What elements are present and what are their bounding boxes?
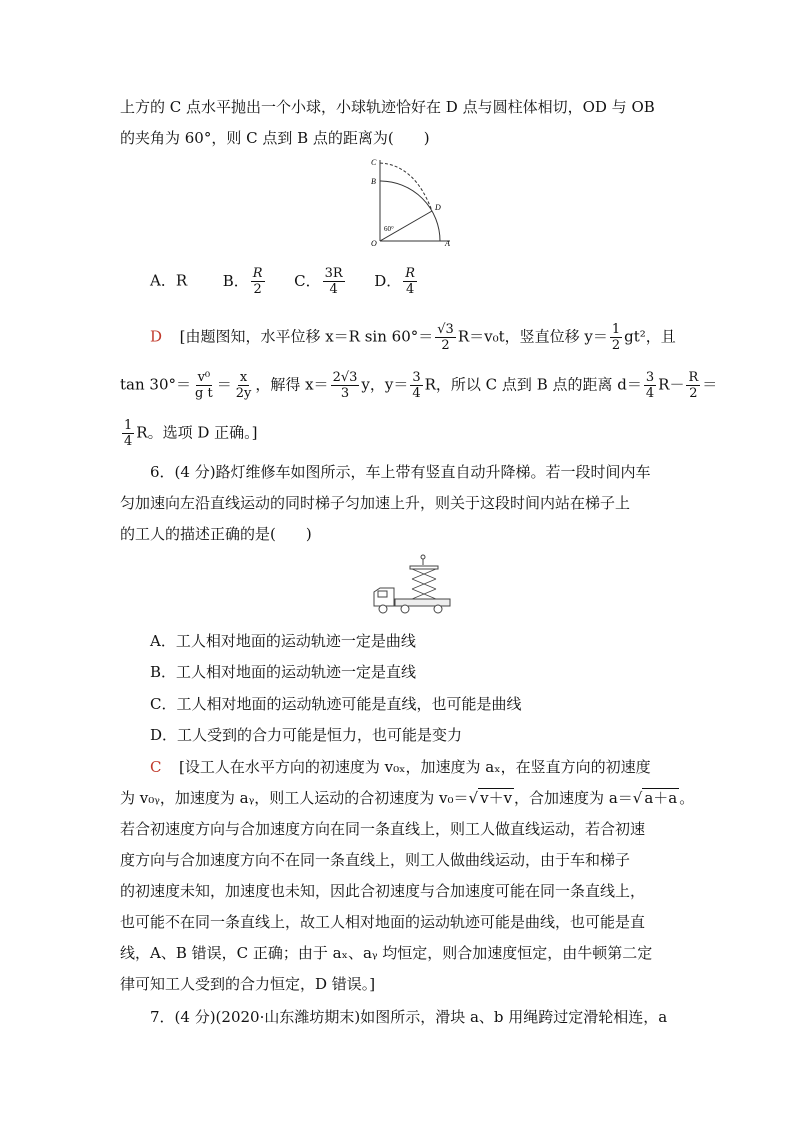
label-a: A	[445, 239, 450, 248]
q5-analysis-line1: D [由题图知，水平位移 x＝R sin 60°＝ $\frac{√3}{2}$ R＝v₀t，竖直位移 y＝ $\frac{1}{2}$ gt²，且	[150, 322, 676, 353]
label-c: C	[371, 158, 377, 167]
label-o: O	[371, 239, 377, 248]
q5-option-b: B． $\frac{R}{2}$	[222, 266, 263, 297]
q5-option-a: A．R	[150, 271, 188, 290]
q6-stem-line1: 6．(4 分)路灯维修车如图所示，车上带有竖直自动升降梯。若一段时间内车	[150, 463, 651, 481]
q6-analysis-line8: 律可知工人受到的合力恒定，D 错误。]	[120, 975, 376, 993]
q5-options-row	[150, 266, 419, 297]
label-angle: 60°	[384, 225, 394, 233]
q7-stem-line1: 7．(4 分)(2020·山东潍坊期末)如图所示，滑块 a、b 用绳跨过定滑轮相连，a	[150, 1008, 668, 1026]
q5-stem-line2: 的夹角为 60°，则 C 点到 B 点的距离为( )	[120, 129, 430, 147]
q5-answer: D	[150, 327, 163, 346]
q6-option-a: A．工人相对地面的运动轨迹一定是曲线	[150, 632, 416, 650]
label-d: D	[435, 203, 441, 212]
q6-option-d: D．工人受到的合力可能是恒力，也可能是变力	[150, 726, 463, 744]
q6-analysis-line7: 线，A、B 错误，C 正确；由于 aₓ、aᵧ 均恒定，则合加速度恒定，由牛顿第二定	[120, 944, 653, 962]
q6-analysis-line4: 度方向与合加速度方向不在同一条直线上，则工人做曲线运动，由于车和梯子	[120, 851, 631, 869]
q6-analysis-line5: 的初速度未知，加速度也未知，因此合初速度与合加速度可能在同一条直线上，	[120, 882, 646, 900]
q6-stem-line3: 的工人的描述正确的是( )	[120, 525, 312, 543]
q6-stem-line2: 匀加速向左沿直线运动的同时梯子匀加速上升，则关于这段时间内站在梯子上	[120, 494, 631, 512]
q6-option-b: B．工人相对地面的运动轨迹一定是直线	[150, 663, 417, 681]
q5-stem-line1: 上方的 C 点水平抛出一个小球，小球轨迹恰好在 D 点与圆柱体相切，OD 与 OB	[120, 98, 655, 116]
label-b: B	[371, 177, 376, 186]
q5-analysis-line2: tan 30°＝ $\frac{\text{v⁰}}{\text{g t}}$ ＝ $\frac{x}{2y}$ ，解得 x＝ $\frac{2√3}{3}$ y，y＝ $\frac{3}{4}$ R，所以 C 点到 B 点的距离 d＝ $\frac{3}{4}$ R－ $\frac{R}{2}$ ＝	[120, 370, 718, 401]
q6-analysis-line3: 若合初速度方向与合加速度方向在同一条直线上，则工人做直线运动，若合初速	[120, 820, 646, 838]
q6-analysis-line1: C [设工人在水平方向的初速度为 v₀ₓ，加速度为 aₓ，在竖直方向的初速度	[150, 758, 651, 776]
q6-analysis-line6: 也可能不在同一条直线上，故工人相对地面的运动轨迹可能是曲线，也可能是直	[120, 913, 646, 931]
q6-repair-truck-figure	[370, 552, 452, 618]
q6-option-c: C．工人相对地面的运动轨迹可能是直线，也可能是曲线	[150, 695, 522, 713]
q5-analysis-line3: $\frac{1}{4}$ R。选项 D 正确。]	[124, 418, 258, 449]
q6-analysis-line2: 为 v₀ᵧ，加速度为 aᵧ，则工人运动的合初速度为 v₀＝√ v＋v ，合加速度为 a＝√ a＋a 。	[120, 789, 695, 807]
q6-answer: C	[150, 758, 162, 776]
q5-option-c: C． $\frac{3R}{4}$	[294, 266, 343, 297]
q5-quarter-circle-figure	[365, 155, 460, 250]
q5-option-d: D． $\frac{R}{4}$	[374, 266, 416, 297]
